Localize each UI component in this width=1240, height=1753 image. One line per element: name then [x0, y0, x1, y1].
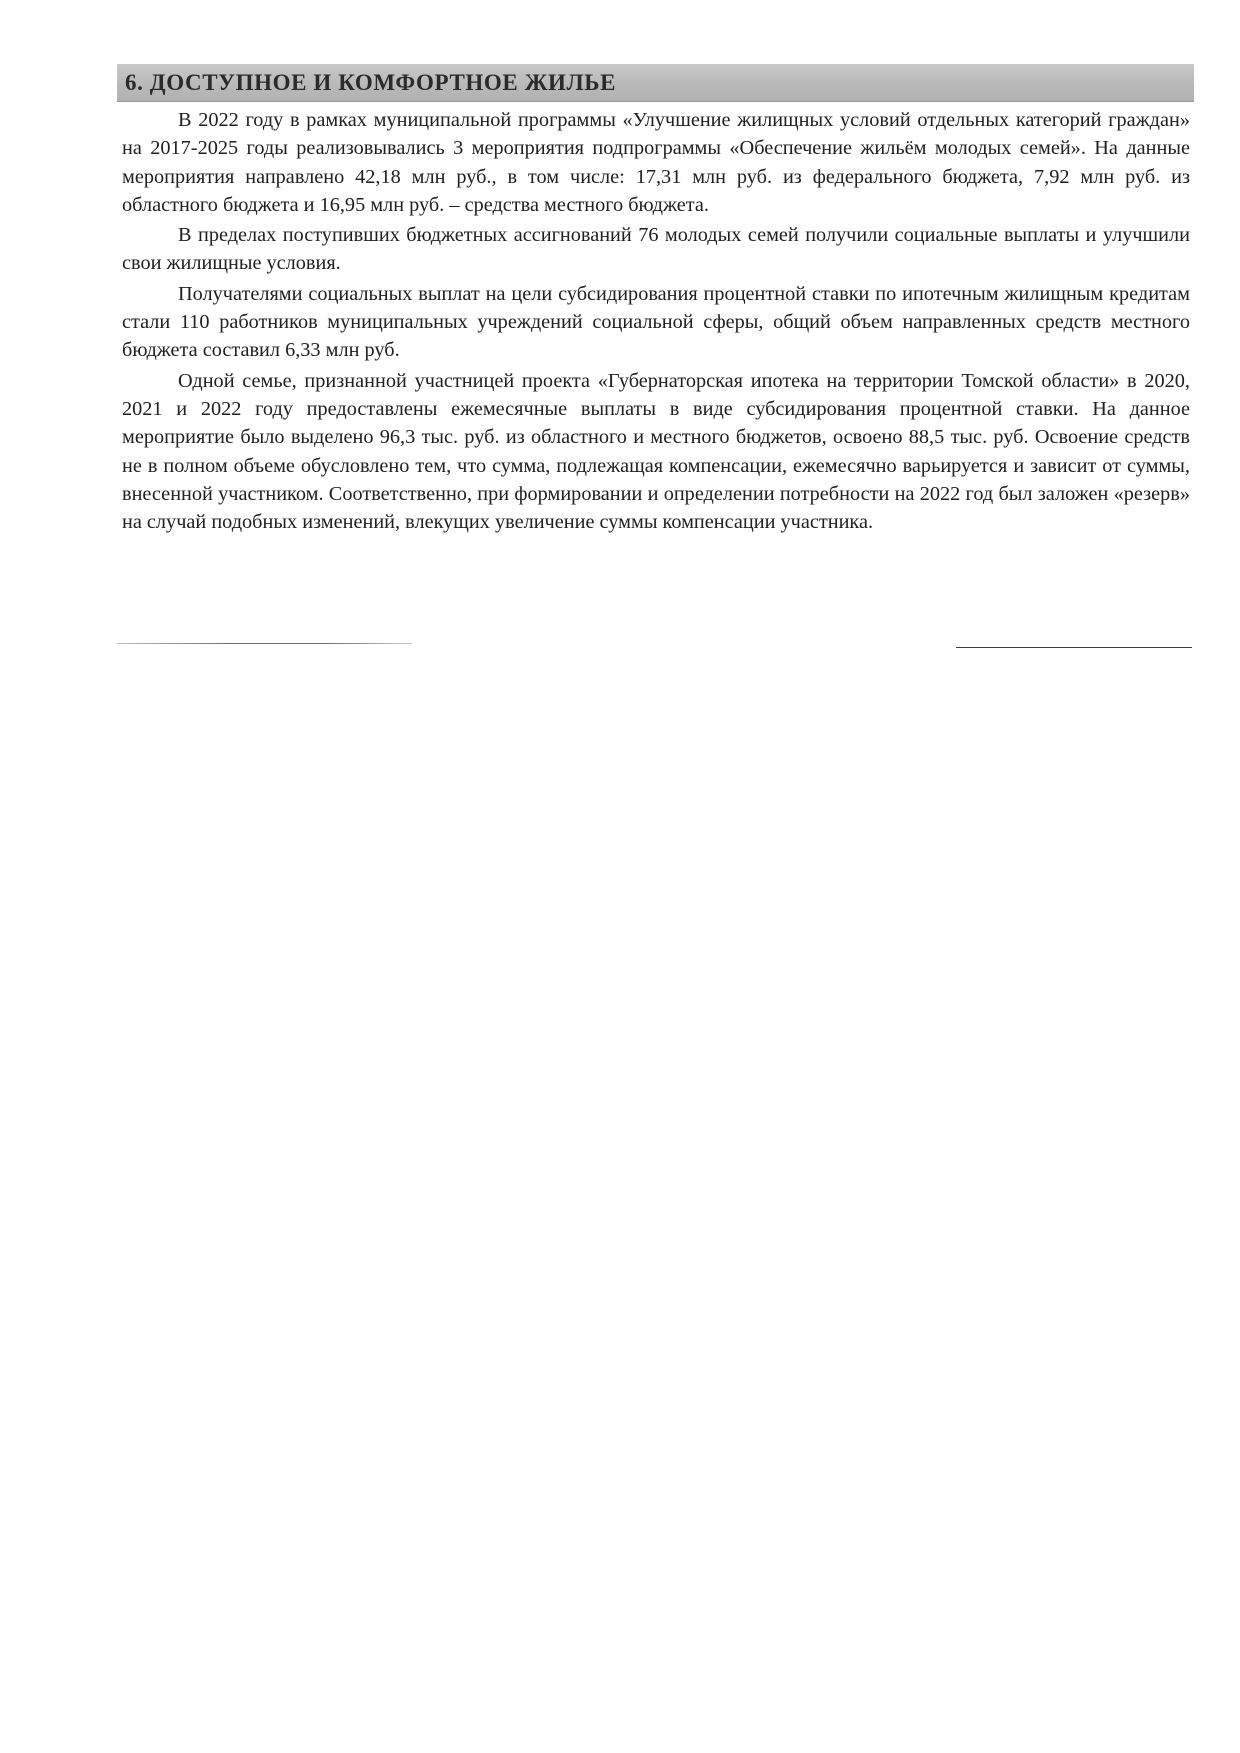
paragraph-young-families-program: В 2022 году в рамках муниципальной программы «Улучшение жилищных условий отдельных категорий граждан» на 2017-2025 годы реализовывались 3 мероприятия подпрограммы «Обеспечение жильём молодых семей». На данные мероприятия направлено 42,18 млн руб., в том числе: 17,31 млн руб. из федерального бюджета, 7,92 млн руб. из областного бюджета и 16,95 млн руб. – средства местного бюджета.: [122, 109, 1190, 216]
section-header-bar: [117, 64, 1194, 102]
paragraph-governor-mortgage: Одной семье, признанной участницей проекта «Губернаторская ипотека на территории Томской области» в 2020, 2021 и 2022 году предоставлены ежемесячные выплаты в виде субсидирования процентной ставки. На данное мероприятие было выделено 96,3 тыс. руб. из областного и местного бюджетов, освоено 88,5 тыс. руб. Освоение средств не в полном объеме обусловлено тем, что сумма, подлежащая компенсации, ежемесячно варьируется и зависит от суммы, внесенной участником. Соответственно, при формировании и определении потребности на 2022 год был заложен «резерв» на случай подобных изменений, влекущих увеличение суммы компенсации участника.: [122, 369, 1190, 534]
footer-divider-right: [956, 647, 1192, 648]
footer-divider-left: [117, 643, 412, 644]
section-body: [122, 106, 1190, 538]
paragraph-mortgage-subsidy-workers: Получателями социальных выплат на цели субсидирования процентной ставки по ипотечным жилищным кредитам стали 110 работников муниципальных учреждений социальной сферы, общий объем направленных средств местного бюджета составил 6,33 млн руб.: [122, 282, 1190, 362]
section-title: 6. ДОСТУПНОЕ И КОМФОРТНОЕ ЖИЛЬЕ: [125, 70, 617, 95]
paragraph-social-payments: В пределах поступивших бюджетных ассигнований 76 молодых семей получили социальные выплаты и улучшили свои жилищные условия.: [122, 224, 1190, 275]
